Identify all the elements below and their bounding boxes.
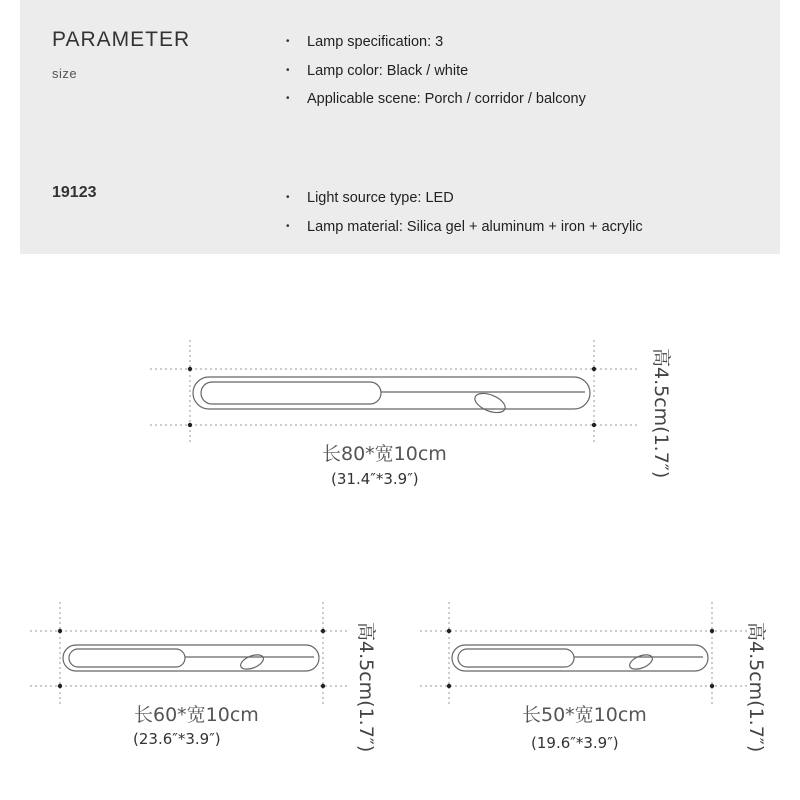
parameter-title: PARAMETER [52, 28, 191, 51]
height-label-60: 高4.5cm(1.7″) [355, 622, 377, 753]
spec-text: Lamp color: Black / white [307, 62, 469, 79]
parameter-subtitle: size [52, 66, 78, 81]
height-label-80: 高4.5cm(1.7″) [650, 348, 672, 479]
inch-label-50: (19.6″*3.9″) [531, 734, 619, 752]
size-label-80: 长80*宽10cm [322, 443, 447, 465]
bullet-icon: • [286, 64, 290, 76]
spec-text: Lamp material: Silica gel + aluminum + iron + acrylic [307, 218, 643, 235]
bullet-icon: • [286, 36, 290, 47]
bullet-icon: • [286, 192, 290, 203]
model-number: 19123 [52, 184, 97, 201]
bullet-icon: • [286, 220, 290, 232]
lamp-50cm-outline [452, 645, 708, 672]
size-label-50: 长50*宽10cm [522, 704, 647, 726]
height-label-50: 高4.5cm(1.7″) [745, 622, 767, 753]
spec-text: Lamp specification: 3 [307, 34, 444, 50]
lamp-80cm-outline [193, 377, 590, 416]
spec-text: Light source type: LED [307, 190, 454, 206]
spec-text: Applicable scene: Porch / corridor / balcony [307, 91, 586, 107]
bullet-icon: • [286, 93, 290, 104]
lamp-60cm-outline [63, 645, 319, 672]
inch-label-80: (31.4″*3.9″) [331, 470, 419, 488]
inch-label-60: (23.6″*3.9″) [133, 730, 221, 748]
size-label-60: 长60*宽10cm [134, 704, 259, 726]
